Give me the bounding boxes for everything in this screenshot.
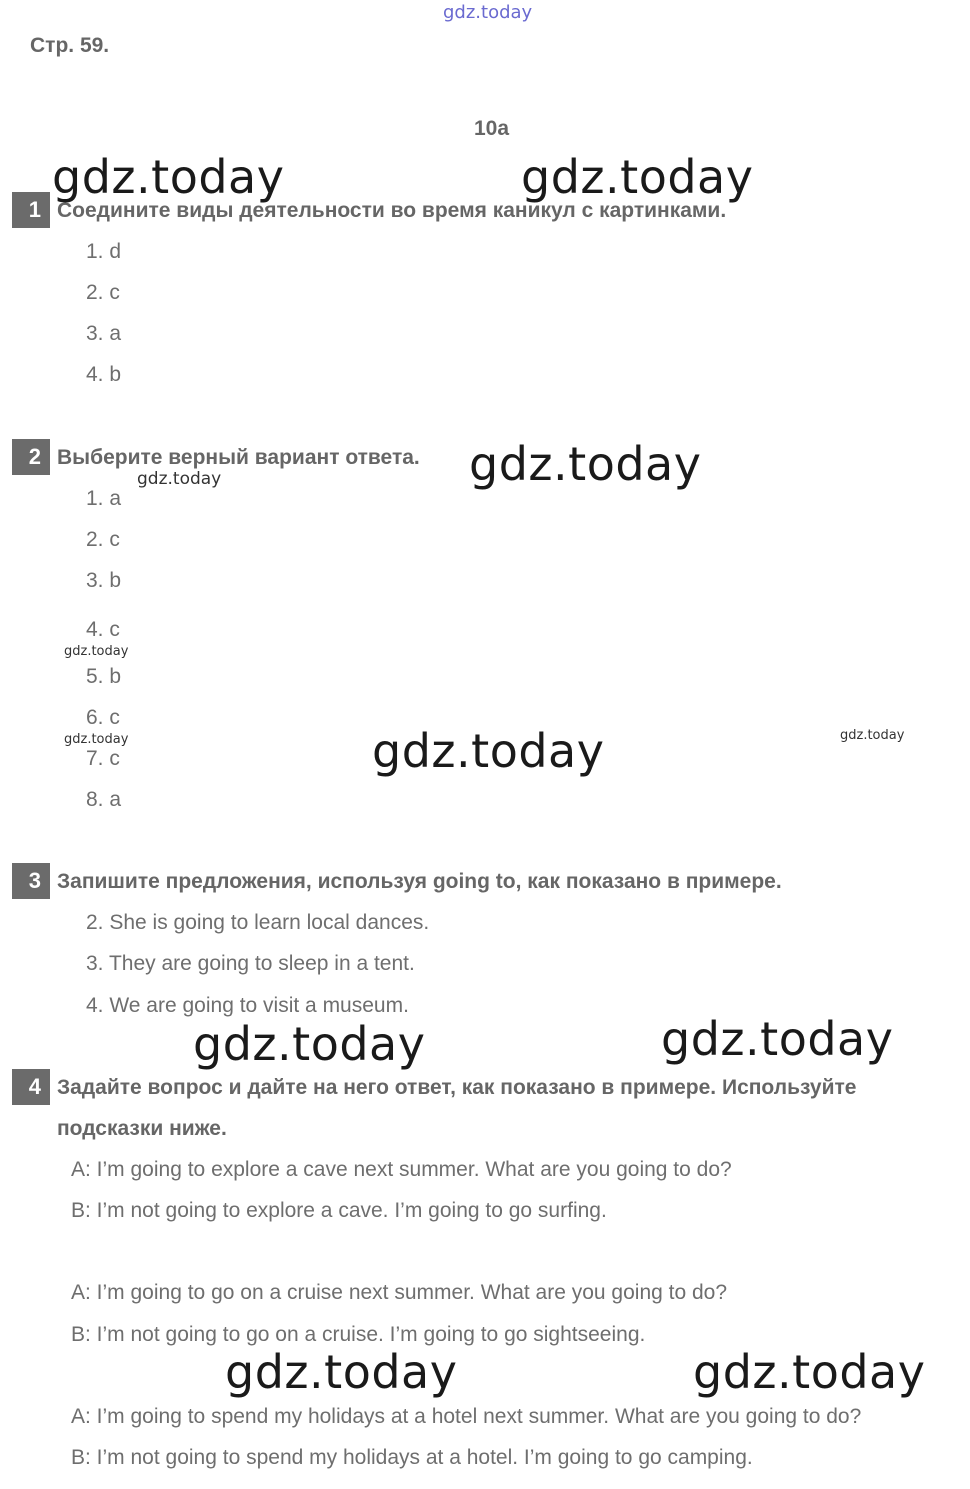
- exercise-2-answer: 4. c: [86, 618, 120, 641]
- exercise-1-answer: 3. a: [86, 322, 122, 345]
- exercise-1-answer: 1. d: [86, 240, 122, 263]
- watermark: gdz.today: [193, 1017, 426, 1071]
- exercise-4-dialogue-line: B: I’m not going to spend my holidays at a hotel. I’m going to go camping.: [71, 1446, 753, 1469]
- watermark: gdz.today: [52, 150, 285, 204]
- exercise-4-dialogue-line: B: I’m not going to go on a cruise. I’m going to go sightseeing.: [71, 1323, 646, 1346]
- watermark: gdz.today: [225, 1345, 458, 1399]
- exercise-3-answer: 3. They are going to sleep in a tent.: [86, 952, 415, 975]
- exercise-3-instruction: Запишите предложения, используя going to, как показано в примере.: [57, 870, 782, 893]
- exercise-4-instruction: Задайте вопрос и дайте на него ответ, как показано в примере. Используйте: [57, 1076, 857, 1099]
- watermark: gdz.today: [372, 724, 605, 778]
- exercise-2-answer: 1. a: [86, 487, 122, 510]
- watermark: gdz.today: [64, 732, 129, 747]
- exercise-2-answer: 3. b: [86, 569, 122, 592]
- exercise-2-answer: 2. c: [86, 528, 120, 551]
- exercise-3-answer: 2. She is going to learn local dances.: [86, 911, 430, 934]
- exercise-3-number: 3: [12, 863, 50, 899]
- exercise-2-answer: 5. b: [86, 665, 122, 688]
- watermark: gdz.today: [137, 469, 222, 489]
- exercise-1-answer: 2. c: [86, 281, 120, 304]
- exercise-1-answer: 4. b: [86, 363, 122, 386]
- watermark: gdz.today: [693, 1345, 926, 1399]
- watermark: gdz.today: [521, 150, 754, 204]
- exercise-1-number: 1: [12, 192, 50, 228]
- exercise-2-answer: 8. a: [86, 788, 122, 811]
- exercise-2-number: 2: [12, 439, 50, 475]
- exercise-3-answer: 4. We are going to visit a museum.: [86, 994, 409, 1017]
- watermark-top: gdz.today: [443, 2, 533, 23]
- watermark: gdz.today: [469, 437, 702, 491]
- watermark: gdz.today: [661, 1012, 894, 1066]
- exercise-4-dialogue-line: A: I’m going to spend my holidays at a hotel next summer. What are you going to do?: [71, 1405, 862, 1428]
- exercise-4-dialogue-line: B: I’m not going to explore a cave. I’m going to go surfing.: [71, 1199, 607, 1222]
- exercise-4-instruction-continued: подсказки ниже.: [57, 1117, 227, 1140]
- exercise-2-answer: 7. c: [86, 747, 120, 770]
- watermark: gdz.today: [64, 644, 129, 659]
- exercise-1-instruction: Соедините виды деятельности во время каникул с картинками.: [57, 199, 727, 222]
- exercise-4-dialogue-line: A: I’m going to go on a cruise next summer. What are you going to do?: [71, 1281, 728, 1304]
- lesson-title: 10a: [474, 117, 510, 140]
- exercise-4-number: 4: [12, 1069, 50, 1105]
- exercise-4-dialogue-line: A: I’m going to explore a cave next summer. What are you going to do?: [71, 1158, 732, 1181]
- exercise-2-instruction: Выберите верный вариант ответа.: [57, 446, 420, 469]
- watermark: gdz.today: [840, 728, 905, 743]
- exercise-2-answer: 6. c: [86, 706, 120, 729]
- page-reference: Стр. 59.: [30, 34, 110, 57]
